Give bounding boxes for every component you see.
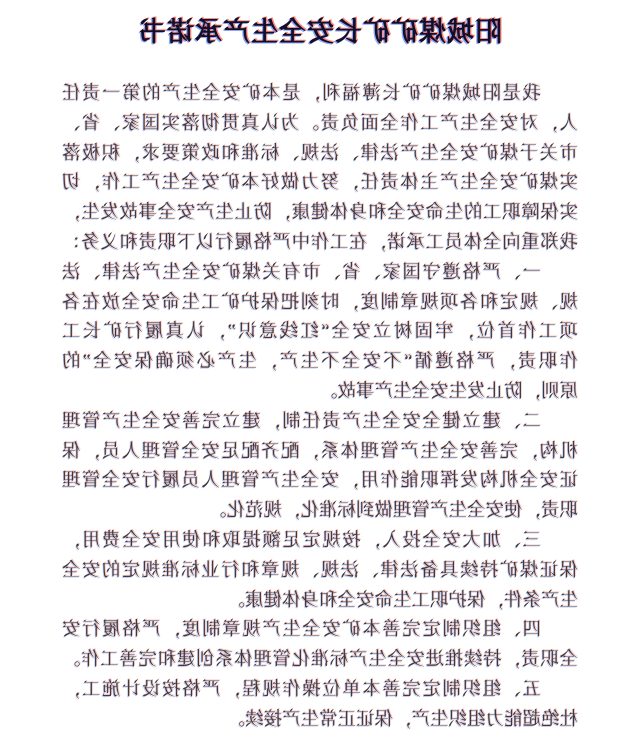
text-line: 四、组织制定完善本矿安全生产规章制度，严格履行安 (62, 620, 541, 641)
text-line: 全职责，持续推进安全生产标准化管理体系创建和完善工作。 (62, 650, 578, 671)
text-line: 项工作首位，牢固树立安全“红线意识”，认真履行矿长工 (62, 322, 578, 343)
text-line: 机构，完善安全生产管理体系，配齐配足安全管理人员，保 (62, 441, 578, 462)
text-line: 一、严格遵守国家、省、市有关煤矿安全生产法律、法 (62, 262, 541, 283)
text-line: 保证煤矿持续具备法律、法规、规章和行业标准规定的安全 (62, 560, 578, 581)
text-line: 证安全机构发挥职能作用，安全生产管理人员履行安全管理 (62, 471, 578, 492)
text-line: 我是阳城煤矿矿长薄福利，是本矿安全生产的第一责任 (62, 84, 541, 104)
text-line: 我郑重向全体员工承诺，在工作中严格履行以下职责和义务： (62, 232, 578, 253)
text-line: 规、规定和各项规章制度，时刻把保护矿工生命安全放在各 (62, 292, 578, 313)
text-line: 人，对安全生产工作全面负责。为认真贯彻落实国家、省、 (62, 113, 578, 134)
text-line: 五、组织制定完善本单位操作规程，严格按设计施工， (62, 679, 541, 700)
text-line: 三、加大安全投入，按规定足额提取和使用安全费用， (62, 530, 541, 551)
text-line: 实保障职工的生命安全和身体健康，防止生产安全事故发生， (62, 203, 578, 224)
text-line: 作职责，严格遵循“不安全不生产，生产必须确保安全”的 (62, 352, 578, 373)
text-line: 实煤矿安全生产主体责任，努力做好本矿安全生产工作，切 (62, 173, 578, 194)
text-line: 原则，防止发生安全生产事故。 (318, 381, 578, 402)
text-line: 生产条件，保护职工生命安全和身体健康。 (226, 590, 578, 611)
text-line: 二、建立健全安全生产责任制，建立完善安全生产管理 (62, 411, 541, 432)
document-title: 阳城煤矿矿长安全生产承诺书 (138, 17, 502, 47)
text-line: 市关于煤矿安全生产法律、法规、标准和政策要求，积极落 (62, 143, 578, 164)
text-line: 职责，使安全生产管理做到标准化，规范化。 (207, 501, 578, 522)
text-line: 杜绝超能力组织生产，保证正常生产接续。 (226, 709, 578, 730)
document-body (62, 80, 578, 736)
